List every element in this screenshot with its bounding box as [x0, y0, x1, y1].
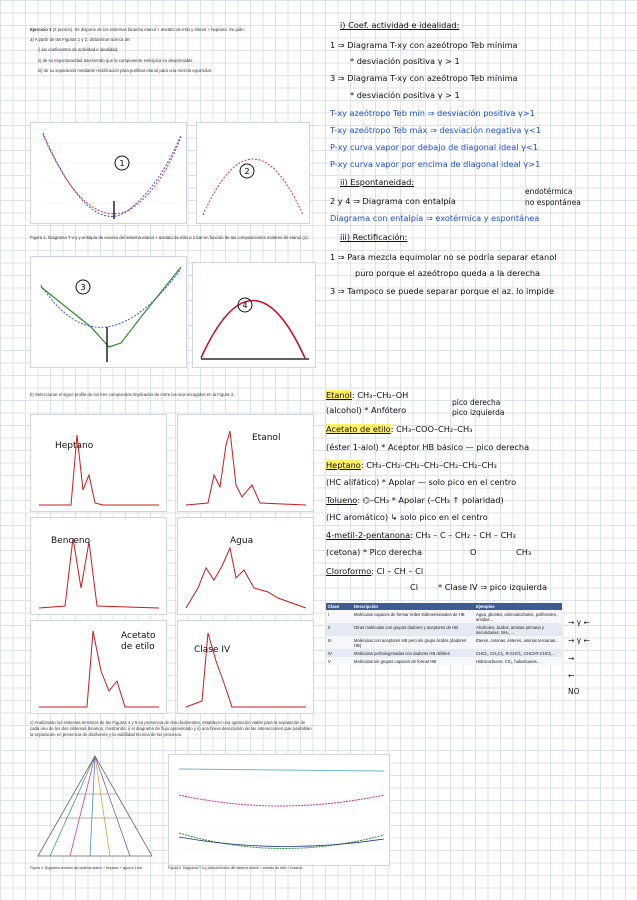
table-header-row	[326, 603, 562, 610]
table-cell: CHCl₃, CH₂Cl₂, R-CHCl₂, CHCl-R-CHCl₂...	[474, 649, 562, 657]
figure-4-caption: Figura 4. Diagrama ternario del sistema etanol + heptano + agua a 1 bar.	[30, 866, 144, 870]
note-heptano-formula: : CH₃–CH₂–CH₂–CH₂–CH₂–CH₂–CH₃	[360, 460, 497, 470]
spectrum-acetato	[30, 620, 167, 714]
note-acetato-tag: (éster 1-alol) * Aceptor HB básico — pico derecha	[326, 442, 530, 452]
figure-4-ternary	[30, 752, 160, 864]
note-acetato	[326, 424, 472, 434]
note-etanol-name: Etanol	[326, 390, 352, 400]
table-cell: Agua, glicoles, aminoalcoholes, polifenoles, amidas...	[474, 610, 562, 623]
note-line-3b: * desviación positiva γ > 1	[350, 90, 460, 100]
note-tolueno-formula: : ⌬–CH₃ * Apolar (–CH₃ ↑ polaridad)	[357, 495, 504, 505]
note-tolueno-name: Tolueno	[326, 495, 358, 505]
table-cell: V	[326, 657, 352, 665]
plot-excess-enthalpy-4	[192, 262, 316, 368]
spectrum-heptano	[30, 414, 167, 512]
spectrum-label-benceno: Benceno	[51, 536, 91, 546]
table-cell: Otras moléculas con grupos dadores y aceptores de HB	[352, 623, 474, 636]
spectrum-label-acetato	[121, 631, 156, 653]
plot-txy-1	[30, 122, 187, 224]
note-cloroformo-tag: * Clase IV ⇒ pico izquierda	[438, 582, 547, 592]
note-rect-1b: puro porque el azeótropo queda a la derecha	[355, 268, 541, 278]
table-mark-1: → γ ←	[568, 618, 590, 627]
ternary-svg	[30, 752, 160, 864]
note-line-1b: * desviación positiva γ > 1	[350, 56, 460, 66]
table-header-clase: Clase	[326, 603, 352, 610]
spectrum-clase-iv	[177, 620, 314, 714]
plot-txy-1-svg	[31, 123, 186, 223]
note-etanol-tag: (alcohol) * Anfótero	[326, 405, 407, 415]
table-header-ejemplos: Ejemplos	[474, 603, 562, 610]
note-cloroformo-cl: Cl	[410, 582, 418, 592]
table-row	[326, 649, 562, 657]
note-pentanona-formula: : CH₃ – C – CH₂ – CH – CH₃	[410, 530, 516, 540]
table-row	[326, 623, 562, 636]
figure-5-caption: Figura 5. Diagrama T-x-y pseudobinario del sistema etanol + acetato de etilo + butanol.	[168, 866, 303, 870]
note-heptano	[326, 460, 497, 470]
table-mark-4: ←	[568, 671, 575, 680]
plot-2-svg	[197, 123, 309, 223]
spectrum-benceno-svg	[31, 518, 166, 614]
table-mark-3: →	[568, 654, 575, 663]
table-mark-5: NO	[568, 687, 580, 696]
problem-points: (2 puntos).	[52, 27, 74, 32]
table-header-descripcion: Descripción	[352, 603, 474, 610]
note-etanol-peak1: pico derecha	[452, 398, 501, 407]
notes-rectificacion	[340, 232, 407, 242]
spectrum-etanol	[177, 414, 314, 512]
note-rule-4: P-xy curva vapor por encima de diagonal ideal γ>1	[330, 159, 541, 169]
note-pentanona	[326, 530, 516, 540]
spectrum-label-etanol: Etanol	[252, 433, 281, 443]
note-etanol-formula: : CH₃–CH₂–OH	[351, 390, 409, 400]
part-a-ii: ii) de su espontaneidad asumiendo que la componente entrópica es despreciable	[38, 57, 193, 63]
table-row	[326, 610, 562, 623]
note-rule-3: P-xy curva vapor por debajo de diagonal ideal γ<1	[330, 142, 539, 152]
note-pentanona-tag: (cetona) * Pico derecha	[326, 547, 422, 557]
problem-statement	[30, 27, 310, 74]
note-spont-1: 2 y 4 ⇒ Diagrama con entalpía	[330, 196, 456, 206]
notes-heading-ii: ii) Espontaneidad:	[340, 177, 415, 187]
spectrum-label-agua: Agua	[230, 536, 254, 546]
note-rect-1: 1 ⇒ Para mezcla equimolar no se podría separar etanol	[330, 252, 557, 262]
figure-5-plot	[168, 754, 390, 866]
problem-intro-text: Se dispone de los sistemas binarios etanol + acetato de etilo y etanol + heptano. Se pide:	[74, 27, 245, 32]
note-rule-1: T-xy azeótropo Teb mín ⇒ desviación positiva γ>1	[330, 108, 535, 118]
spectrum-benceno	[30, 517, 167, 615]
plot-excess-enthalpy-2	[196, 122, 310, 224]
spectrum-heptano-svg	[31, 415, 166, 511]
table-cell: I	[326, 610, 352, 623]
part-b: b) Seleccionar el signo profile de los tres compuestos implicados de entre los seis recogidos en la Figura 3.	[30, 392, 235, 397]
notes-coef-heading	[340, 20, 459, 30]
notes-espontaneidad	[340, 177, 414, 187]
figure-5-svg	[169, 755, 389, 865]
note-line-1: 1 ⇒ Diagrama T-xy con azeótropo Teb mínima	[330, 40, 518, 50]
table-cell: II	[326, 623, 352, 636]
note-pentanona-methyl: CH₃	[516, 547, 532, 557]
table-cell: Moléculas con aceptores HB pero sin grupo ácidos (dadores HB)	[352, 636, 474, 649]
table-row	[326, 657, 562, 665]
table-cell: Moléculas sin grupos capaces de formar HB	[352, 657, 474, 665]
plot-3-svg	[31, 257, 186, 367]
note-endotermica: endotérmica	[525, 187, 573, 196]
table-cell: Éteres, cetonas, ésteres, aminas terciarias...	[474, 636, 562, 649]
spectrum-clase-iv-svg	[178, 621, 313, 713]
table-cell: IV	[326, 649, 352, 657]
note-tolueno-tag: (HC aromático) ↳ solo pico en el centro	[326, 512, 488, 522]
note-acetato-formula: : CH₃–COO–CH₂–CH₃	[390, 424, 473, 434]
note-acetato-name: Acetato de etilo	[326, 424, 391, 434]
note-spont-2: Diagrama con entalpía ⇒ exotérmica y espontánea	[330, 213, 540, 223]
plot-txy-3	[30, 256, 187, 368]
plot-2-label: 2	[244, 167, 250, 176]
table-cell: Moléculas capaces de formar redes tridimensionales de HB	[352, 610, 474, 623]
hb-class-table-grid	[326, 603, 562, 665]
note-no-espontanea: no espontánea	[525, 198, 581, 207]
notes-heading-iii: iii) Rectificación:	[340, 232, 408, 242]
note-line-3: 3 ⇒ Diagrama T-xy con azeótropo Teb mínima	[330, 73, 518, 83]
note-pentanona-oxygen: O	[470, 547, 477, 557]
note-cloroformo-name: Cloroformo	[326, 566, 372, 576]
plot-4-label: 4	[242, 301, 248, 310]
spectrum-agua-svg	[178, 518, 313, 614]
hb-class-table	[326, 603, 562, 665]
spectrum-agua	[177, 517, 314, 615]
note-tolueno	[326, 495, 504, 505]
notes-heading-i: i) Coef. actividad e idealidad:	[340, 20, 460, 30]
note-etanol-peak2: pico izquierda	[452, 408, 505, 417]
part-c: c) Analizando los sistemas ternarios de las Figuras 4 y 5 en presencia de dos disolventes, establecer una operación viable para la separación de cada uno de los dos sistemas binarios, mostrando: i) el diagrama de flujo aproximado y ii) una breve descripción de las interacciones que posibilitan la separación en presencia de disolvente y la viabilidad técnica de los procesos.	[30, 720, 312, 738]
note-cloroformo-formula: : Cl – CH – Cl	[371, 566, 424, 576]
part-a-iii: iii) de su separación mediante rectificación para purificar etanol para una mezcla equimolar.	[38, 67, 213, 73]
note-rect-3: 3 ⇒ Tampoco se puede separar porque el az. lo impide	[330, 286, 554, 296]
table-cell: Hidrocarburos, CS₂, haloalcanos...	[474, 657, 562, 665]
plot-1-label: 1	[119, 159, 125, 168]
spectrum-label-heptano: Heptano	[55, 441, 94, 451]
spectrum-label-acetato-line1: Acetato	[121, 631, 156, 641]
table-cell: Alcoholes, ácidos, aminas primaria y secundarias, NH₃, ...	[474, 623, 562, 636]
note-etanol	[326, 390, 408, 400]
plot-4-svg	[193, 263, 315, 367]
part-a: a) A partir de las Figuras 1 y 2, dictaminar acerca de:	[30, 37, 131, 43]
table-cell: Moléculas perhalogenadas con dadores HB débiles	[352, 649, 474, 657]
table-row	[326, 636, 562, 649]
spectrum-label-clase-iv: Clase IV	[194, 645, 231, 655]
note-pentanona-name: 4-metil-2-pentanona	[326, 530, 411, 540]
spectrum-label-acetato-line2: de etilo	[121, 642, 155, 652]
note-heptano-name: Heptano	[326, 460, 361, 470]
problem-title: Ejercicio 1	[30, 27, 52, 32]
spectrum-etanol-svg	[178, 415, 313, 511]
note-rule-2: T-xy azeótropo Teb máx ⇒ desviación negativa γ<1	[330, 125, 541, 135]
table-cell: III	[326, 636, 352, 649]
table-mark-2: → γ ←	[568, 636, 590, 645]
plot-3-label: 3	[80, 283, 86, 292]
note-heptano-tag: (HC alifático) * Apolar — solo pico en el centro	[326, 477, 517, 487]
figure-1-caption: Figura 1. Diagrama T-x-y y entalpía de exceso del sistema etanol + acetato de etilo a 1 bar en función de las composiciones molares de etanol (1).	[30, 235, 309, 240]
problem-intro	[30, 27, 310, 33]
part-a-i: i) los coeficientes de actividad e idealidad,	[38, 47, 119, 53]
note-cloroformo	[326, 566, 423, 576]
